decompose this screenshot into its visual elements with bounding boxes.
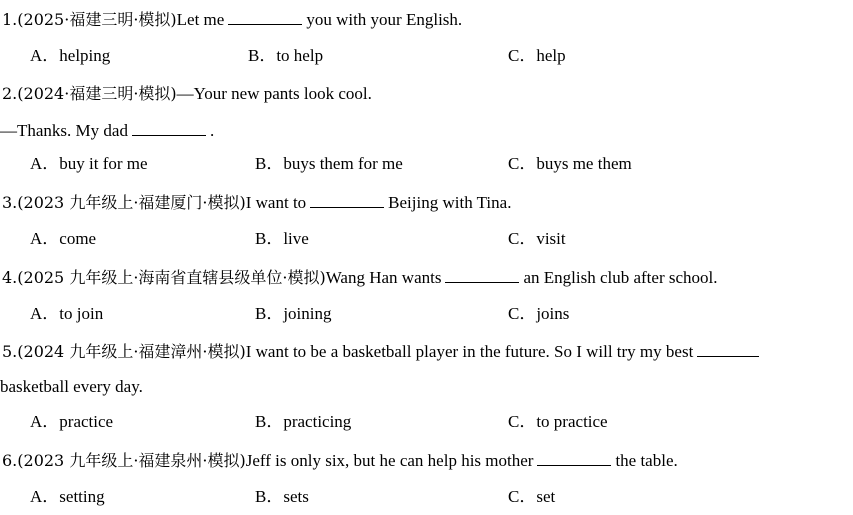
question-2-option-c[interactable]: C．buys me them: [508, 154, 632, 173]
question-6-source: 6.(2023 九年级上·福建泉州·模拟): [2, 451, 246, 470]
question-4-text-after: an English club after school.: [523, 268, 718, 287]
answer-blank: [132, 120, 206, 136]
question-4-option-c[interactable]: C．joins: [508, 304, 570, 323]
question-3-stem: [2, 192, 511, 213]
question-6-option-a[interactable]: A．setting: [30, 487, 105, 506]
question-6-option-b[interactable]: B．sets: [255, 487, 309, 506]
question-2-stem-line1: [2, 84, 372, 104]
answer-blank: [697, 341, 759, 357]
question-5-source: 5.(2024 九年级上·福建漳州·模拟): [2, 342, 246, 361]
question-3-option-a[interactable]: A．come: [30, 229, 97, 248]
question-2-option-a[interactable]: A．buy it for me: [30, 154, 148, 173]
answer-blank: [310, 192, 384, 208]
question-1-stem: [2, 9, 462, 30]
question-2-text-after: .: [209, 121, 215, 140]
question-5-text-before: I want to be a basketball player in the future. So I will try my best: [245, 342, 694, 361]
question-1-option-c[interactable]: C．help: [508, 46, 566, 65]
question-6-text-before: Jeff is only six, but he can help his mother: [245, 451, 534, 470]
question-1-option-b[interactable]: B．to help: [248, 46, 324, 65]
question-2-dialog-line1: —Your new pants look cool.: [176, 84, 372, 103]
question-1-source: 1.(2025·福建三明·模拟): [2, 10, 177, 29]
question-6-text-after: the table.: [615, 451, 678, 470]
answer-blank: [228, 9, 302, 25]
question-1-text-after: you with your English.: [306, 10, 463, 29]
question-4-option-a[interactable]: A．to join: [30, 304, 104, 323]
question-3-text-after: Beijing with Tina.: [388, 193, 512, 212]
question-1-option-a[interactable]: A．helping: [30, 46, 111, 65]
question-2-option-b[interactable]: B．buys them for me: [255, 154, 403, 173]
question-3-option-b[interactable]: B．live: [255, 229, 309, 248]
question-2-text-before: —Thanks. My dad: [0, 121, 128, 140]
question-4-stem: [2, 267, 717, 288]
answer-blank: [445, 267, 519, 283]
question-3-source: 3.(2023 九年级上·福建厦门·模拟): [2, 193, 246, 212]
question-2-stem-line2: [0, 120, 214, 141]
question-1-text-before: Let me: [176, 10, 225, 29]
question-6-stem: [2, 450, 678, 471]
question-4-source: 4.(2025 九年级上·海南省直辖县级单位·模拟): [2, 268, 326, 287]
question-5-stem-line2: basketball every day.: [0, 377, 143, 396]
question-3-option-c[interactable]: C．visit: [508, 229, 566, 248]
question-5-stem: [2, 341, 763, 362]
question-5-option-a[interactable]: A．practice: [30, 412, 114, 431]
answer-blank: [537, 450, 611, 466]
question-4-text-before: Wang Han wants: [325, 268, 442, 287]
question-3-text-before: I want to: [245, 193, 307, 212]
question-5-option-c[interactable]: C．to practice: [508, 412, 608, 431]
question-6-option-c[interactable]: C．set: [508, 487, 556, 506]
question-5-option-b[interactable]: B．practicing: [255, 412, 352, 431]
question-4-option-b[interactable]: B．joining: [255, 304, 332, 323]
question-2-source: 2.(2024·福建三明·模拟): [2, 84, 177, 103]
